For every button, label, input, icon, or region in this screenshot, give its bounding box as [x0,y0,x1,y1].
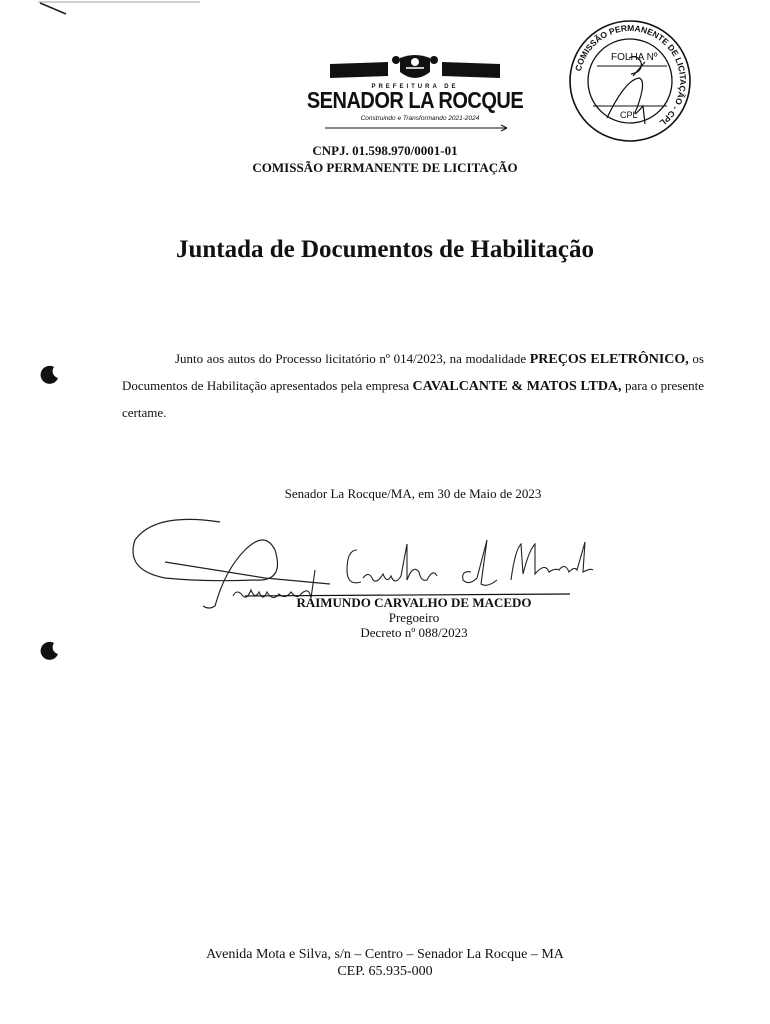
signer-role: Pregoeiro [388,610,440,625]
cpl-stamp [567,18,693,144]
punch-hole-icon [38,640,60,662]
logo-prefeitura-label: PREFEITURA DE [371,84,459,90]
stamp-cpl-label: CPL [620,110,638,120]
logo-underline [325,124,515,132]
signer-decree: Decreto nº 088/2023 [360,625,468,640]
body-text-part-1: Junto aos autos do Processo licitatório nº 014/2023, na modalidade [175,351,530,366]
document-title: Juntada de Documentos de Habilitação [175,236,595,263]
municipality-logo [300,50,530,140]
body-company: CAVALCANTE & MATOS LTDA, [412,379,622,394]
footer-address: Avenida Mota e Silva, s/n – Centro – Senador La Rocque – MA [206,947,564,962]
place-and-date: Senador La Rocque/MA, em 30 de Maio de 2023 [284,486,542,501]
body-text-part-2: os Documentos de Habilitação apresentados pela empresa [122,351,704,393]
commission-name: COMISSÃO PERMANENTE DE LICITAÇÃO [252,160,518,175]
stamp-ring [567,18,693,144]
footer-cep: CEP. 65.935-000 [337,964,433,979]
logo-municipality-name: SENADOR LA ROCQUE [306,88,524,114]
cnpj-line: CNPJ. 01.598.970/0001-01 [312,143,458,158]
signer-name: RAIMUNDO CARVALHO DE MACEDO [296,595,532,610]
coat-of-arms-icon [300,50,530,86]
scan-artifact-line [0,0,200,20]
punch-hole-icon [38,364,60,386]
document-body [122,346,704,426]
stamp-folha-label: FOLHA Nº [611,52,658,63]
body-text-part-3: para o presente certame. [122,378,704,420]
logo-slogan: Construindo e Transformando 2021-2024 [360,115,480,122]
stamp-ring-text: COMISSÃO PERMANENTE DE LICITAÇÃO - CPL [573,22,689,129]
body-modality: PREÇOS ELETRÔNICO, [529,352,689,367]
